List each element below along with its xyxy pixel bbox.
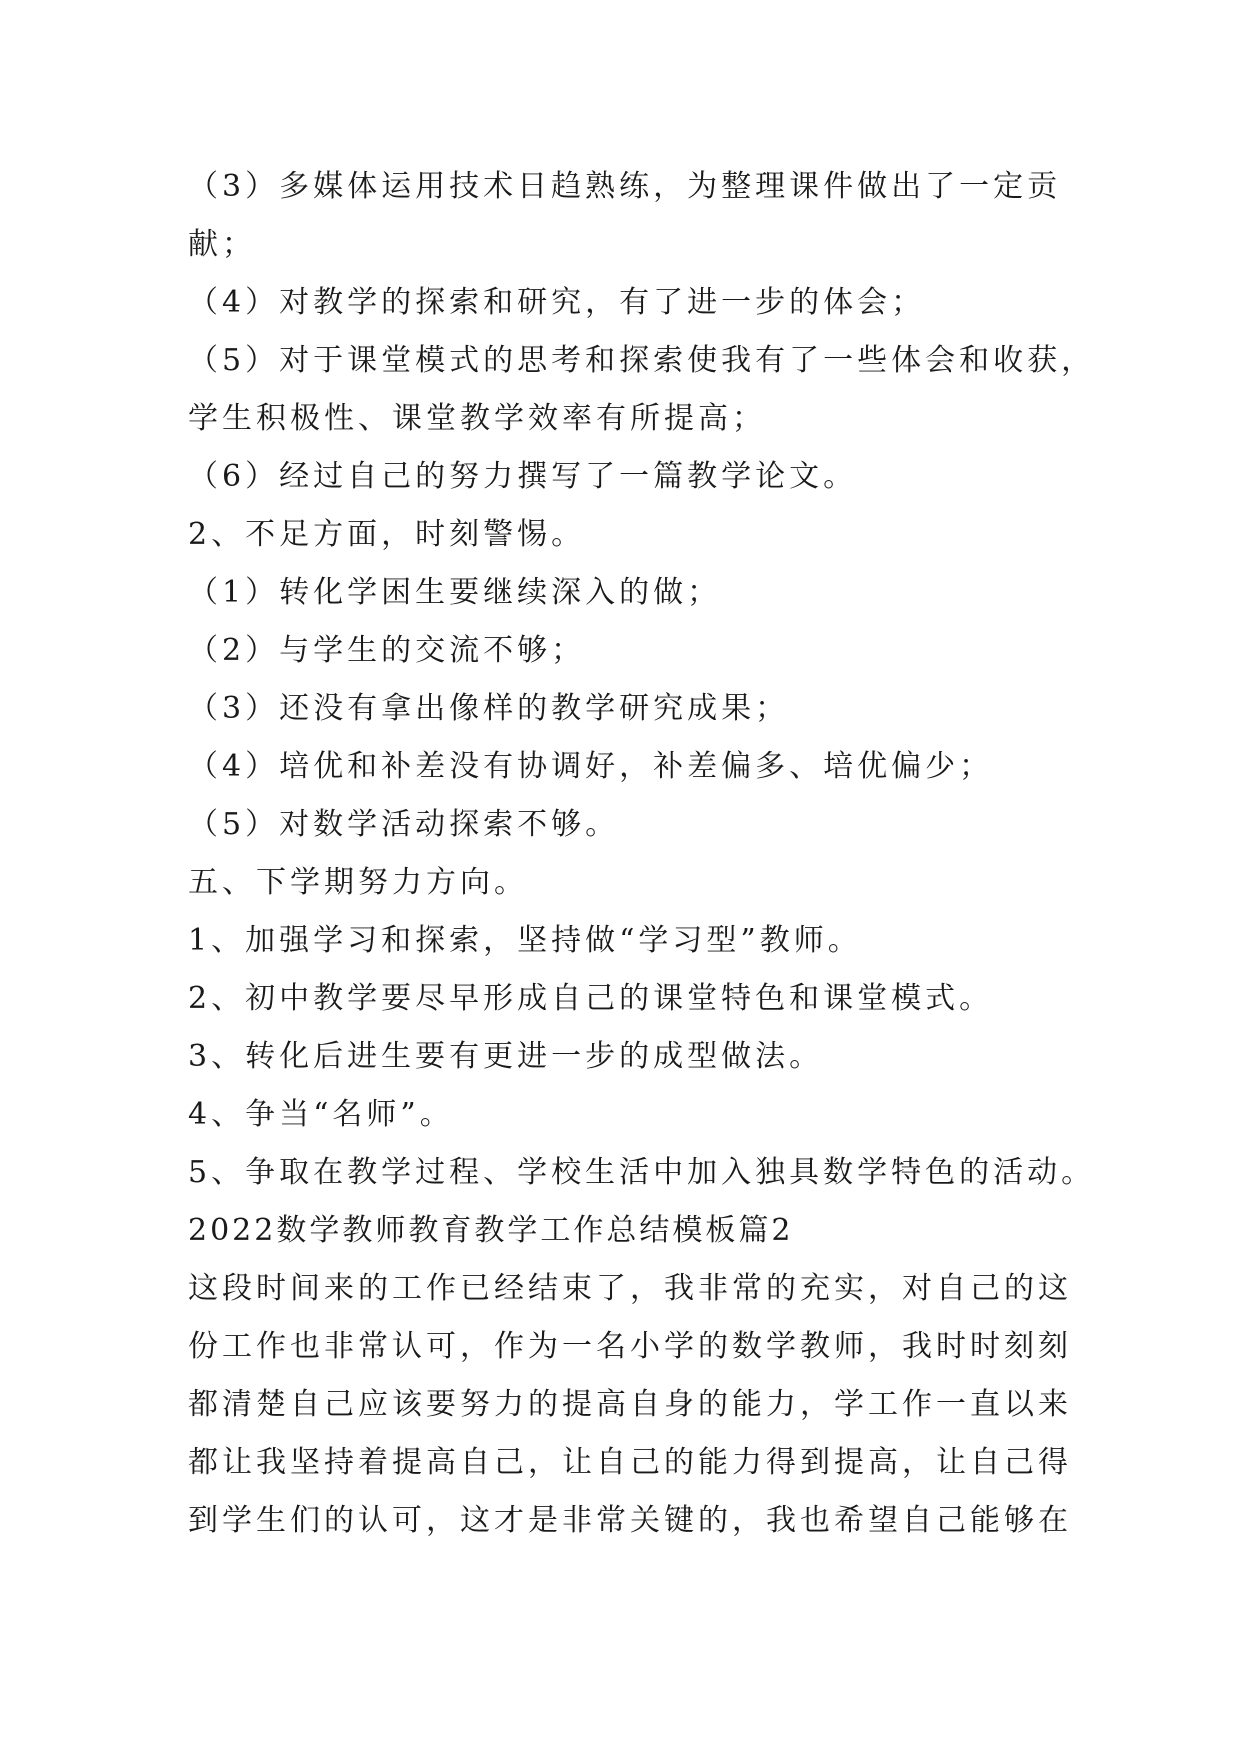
text-line: （2）与学生的交流不够；: [188, 633, 586, 668]
section-heading: 五、下学期努力方向。: [188, 865, 528, 900]
text-line: 4、争当“名师”。: [188, 1097, 454, 1132]
text-line: （4）对教学的探索和研究，有了进一步的体会；: [188, 285, 926, 320]
text-line: （3）多媒体运用技术日趋熟练，为整理课件做出了一定贡: [188, 169, 1062, 204]
text-line: （4）培优和补差没有协调好，补差偏多、培优偏少；: [188, 749, 994, 784]
text-line: 到学生们的认可，这才是非常关键的，我也希望自己能够在: [188, 1503, 1072, 1538]
document-body: [188, 158, 1096, 1550]
text-line: 份工作也非常认可，作为一名小学的数学教师，我时时刻刻: [188, 1329, 1072, 1364]
article-title: 2022数学教师教育教学工作总结模板篇2: [188, 1213, 794, 1248]
text-line: 3、转化后进生要有更进一步的成型做法。: [188, 1039, 824, 1074]
text-line: 1、加强学习和探索，坚持做“学习型”教师。: [188, 923, 862, 958]
text-line: （6）经过自己的努力撰写了一篇教学论文。: [188, 459, 858, 494]
text-line: （5）对于课堂模式的思考和探索使我有了一些体会和收获，: [188, 343, 1096, 378]
text-line: 2、初中教学要尽早形成自己的课堂特色和课堂模式。: [188, 981, 994, 1016]
text-line: （1）转化学困生要继续深入的做；: [188, 575, 722, 610]
text-line: 献；: [188, 227, 256, 262]
text-line: 5、争取在教学过程、学校生活中加入独具数学特色的活动。: [188, 1155, 1096, 1190]
text-line: 都让我坚持着提高自己，让自己的能力得到提高，让自己得: [188, 1445, 1072, 1480]
text-line: 这段时间来的工作已经结束了，我非常的充实，对自己的这: [188, 1271, 1072, 1306]
text-line: （3）还没有拿出像样的教学研究成果；: [188, 691, 790, 726]
text-line: 都清楚自己应该要努力的提高自身的能力，学工作一直以来: [188, 1387, 1072, 1422]
text-line: 学生积极性、课堂教学效率有所提高；: [188, 401, 766, 436]
text-line: （5）对数学活动探索不够。: [188, 807, 620, 842]
text-line: 2、不足方面，时刻警惕。: [188, 517, 586, 552]
